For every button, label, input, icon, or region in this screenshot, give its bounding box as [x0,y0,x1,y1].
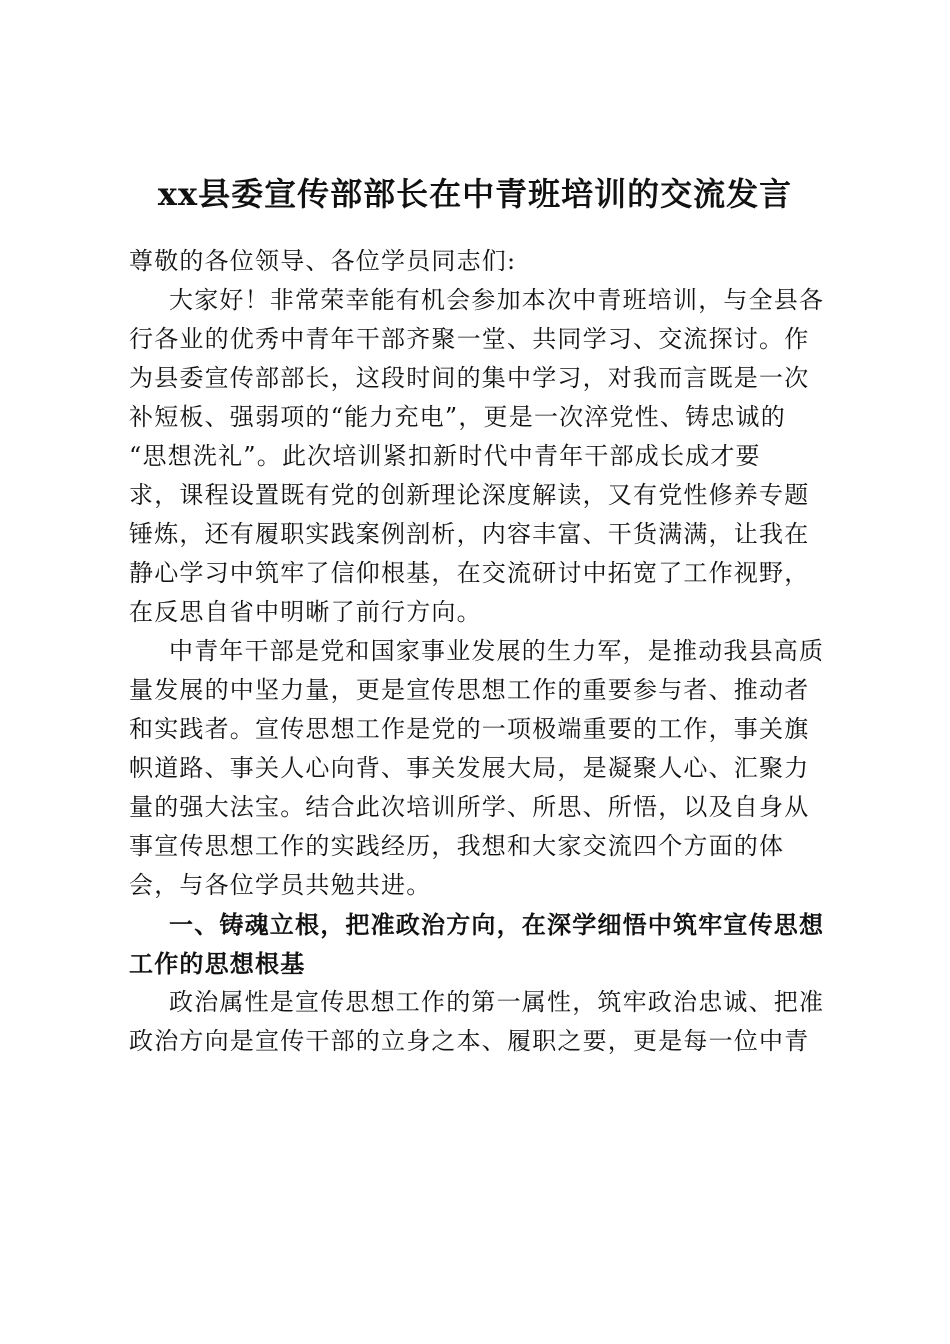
paragraph-line: 量发展的中坚力量，更是宣传思想工作的重要参与者、推动者 [129,676,810,704]
paragraph-line: 大家好！非常荣幸能有机会参加本次中青班培训，与全县各 [169,286,825,314]
salutation: 尊敬的各位领导、各位学员同志们: [129,247,517,275]
paragraph-line: “思想洗礼”。此次培训紧扣新时代中青年干部成长成才要 [129,442,761,470]
paragraph-line: 求，课程设置既有党的创新理论深度解读，又有党性修养专题 [129,481,810,509]
section-heading: 工作的思想根基 [129,949,306,978]
document-title: xx县委宣传部部长在中青班培训的交流发言 [157,175,793,213]
paragraph-line: 在反思自省中明晰了前行方向。 [129,598,482,626]
paragraph-line: 事宣传思想工作的实践经历，我想和大家交流四个方面的体 [129,832,785,860]
paragraph-line: 锤炼，还有履职实践案例剖析，内容丰富、干货满满，让我在 [129,520,810,548]
paragraph-line: 会，与各位学员共勉共进。 [129,871,432,899]
paragraph-line: 和实践者。宣传思想工作是党的一项极端重要的工作，事关旗 [129,715,810,743]
paragraph-line: 政治属性是宣传思想工作的第一属性，筑牢政治忠诚、把准 [169,988,825,1016]
paragraph-line: 量的强大法宝。结合此次培训所学、所思、所悟，以及自身从 [129,793,810,821]
paragraph-line: 补短板、强弱项的“能力充电”，更是一次淬党性、铸忠诚的 [129,403,786,431]
paragraph-line: 帜道路、事关人心向背、事关发展大局，是凝聚人心、汇聚力 [129,754,810,782]
paragraph-line: 静心学习中筑牢了信仰根基，在交流研讨中拓宽了工作视野， [129,559,810,587]
paragraph-line: 政治方向是宣传干部的立身之本、履职之要，更是每一位中青 [129,1027,810,1055]
paragraph-line: 为县委宣传部部长，这段时间的集中学习，对我而言既是一次 [129,364,810,392]
document-body [129,242,829,1061]
section-heading: 一、铸魂立根，把准政治方向，在深学细悟中筑牢宣传思想 [169,910,825,939]
paragraph-line: 行各业的优秀中青年干部齐聚一堂、共同学习、交流探讨。作 [129,325,810,353]
paragraph-line: 中青年干部是党和国家事业发展的生力军，是推动我县高质 [169,637,825,665]
